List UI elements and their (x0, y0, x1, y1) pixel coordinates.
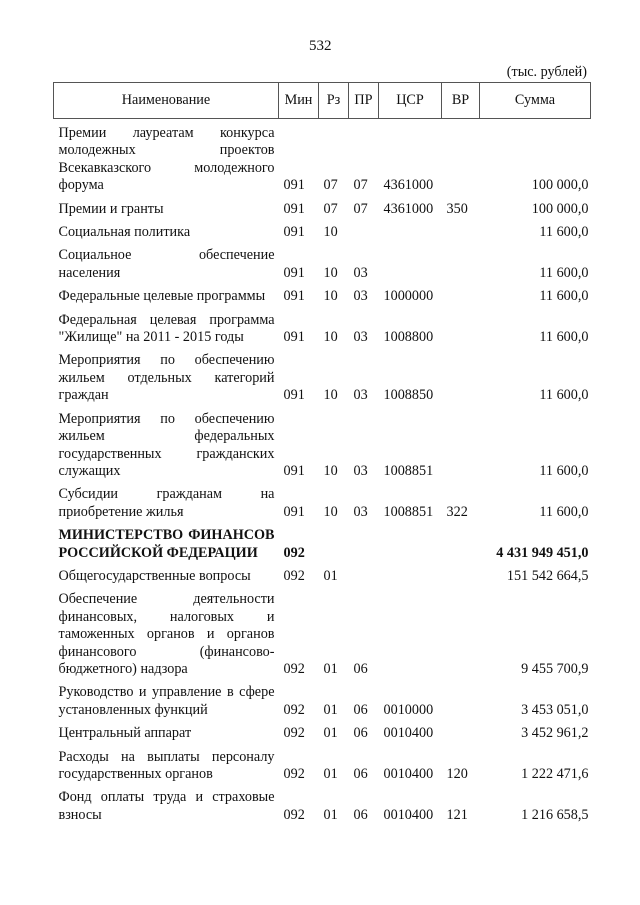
cell-vr (442, 348, 480, 406)
cell-csr: 1008851 (383, 503, 434, 520)
cell-pr: 03 (353, 329, 368, 346)
table-row (54, 564, 591, 587)
cell-csr (379, 220, 442, 243)
page-number: 532 (309, 38, 332, 54)
cell-pr: 06 (353, 725, 368, 742)
cell-vr (442, 721, 480, 744)
cell-name: Премии лауреатам конкурса молодежных проектов Всекавказского молодежного форума (58, 125, 275, 194)
cell-sum: 11 600,0 (539, 462, 589, 479)
cell-name: Социальная политика (58, 224, 191, 241)
cell-csr: 1000000 (383, 288, 434, 305)
cell-rz: 10 (323, 503, 338, 520)
table-header-row (54, 83, 591, 119)
cell-rz: 01 (323, 766, 338, 782)
cell-rz: 10 (323, 462, 338, 479)
cell-pr: 03 (353, 462, 368, 479)
cell-sum: 3 452 961,2 (521, 725, 589, 742)
cell-min: 091 (283, 177, 305, 194)
table-row (54, 482, 591, 523)
cell-min: 091 (283, 503, 305, 520)
cell-min: 092 (283, 544, 305, 561)
table-row (54, 587, 591, 680)
cell-vr (442, 680, 480, 721)
cell-csr: 0010400 (383, 725, 434, 742)
header-min: Мин (279, 83, 319, 119)
cell-min: 091 (283, 264, 305, 281)
cell-name: МИНИСТЕРСТВО ФИНАНСОВ РОССИЙСКОЙ ФЕДЕРАЦИИ (58, 527, 275, 561)
cell-name: Мероприятия по обеспечению жильем федеральных государственных гражданских служащих (58, 410, 275, 479)
cell-name: Социальное обеспечение населения (58, 247, 275, 281)
table-row (54, 680, 591, 721)
cell-csr: 4361000 (383, 200, 434, 217)
cell-min: 091 (283, 329, 305, 346)
cell-csr: 1008850 (383, 387, 434, 404)
cell-name: Федеральные целевые программы (58, 288, 266, 305)
cell-pr: 03 (353, 288, 368, 305)
cell-rz: 10 (323, 264, 338, 281)
cell-sum: 11 600,0 (539, 503, 589, 520)
cell-pr: 06 (353, 701, 368, 718)
table-row (54, 119, 591, 197)
table-row (54, 220, 591, 243)
cell-min: 091 (283, 288, 305, 305)
units-note: (тыс. рублей) (506, 64, 587, 80)
cell-rz: 10 (323, 224, 338, 241)
cell-sum: 3 453 051,0 (521, 701, 589, 718)
cell-vr (442, 564, 480, 587)
cell-pr (349, 220, 379, 243)
cell-min: 092 (283, 567, 305, 584)
cell-pr: 06 (353, 660, 368, 677)
cell-sum: 11 600,0 (539, 224, 589, 241)
cell-pr: 06 (353, 766, 368, 782)
table-row (54, 721, 591, 744)
cell-pr: 06 (353, 806, 368, 823)
table-row (54, 308, 591, 349)
cell-min: 092 (283, 701, 305, 718)
cell-rz: 07 (323, 200, 338, 217)
cell-min: 092 (283, 766, 305, 782)
table-row (54, 523, 591, 564)
cell-sum: 11 600,0 (539, 264, 589, 281)
cell-min: 092 (283, 725, 305, 742)
cell-name: Общегосударственные вопросы (58, 567, 251, 584)
cell-pr: 03 (353, 264, 368, 281)
cell-csr (379, 523, 442, 564)
cell-rz: 01 (323, 725, 338, 742)
cell-name: Субсидии гражданам на приобретение жилья (58, 486, 275, 520)
cell-name: Мероприятия по обеспечению жильем отдельных категорий граждан (58, 352, 275, 404)
cell-csr: 4361000 (383, 177, 434, 194)
cell-pr (349, 523, 379, 564)
cell-min: 091 (283, 224, 305, 241)
table-row (54, 407, 591, 483)
header-csr: ЦСР (379, 83, 442, 119)
cell-rz: 10 (323, 329, 338, 346)
header-rz: Рз (319, 83, 349, 119)
cell-rz (319, 523, 349, 564)
cell-sum: 100 000,0 (531, 200, 589, 217)
table-row (54, 243, 591, 284)
cell-min: 092 (283, 660, 305, 677)
cell-rz: 10 (323, 288, 338, 305)
cell-pr: 07 (353, 200, 368, 217)
cell-sum: 11 600,0 (539, 288, 589, 305)
cell-sum: 1 222 471,6 (521, 766, 589, 782)
table-row (54, 284, 591, 307)
cell-pr: 03 (353, 503, 368, 520)
cell-min: 091 (283, 387, 305, 404)
cell-sum: 1 216 658,5 (521, 806, 589, 823)
cell-vr (442, 119, 480, 197)
cell-csr: 1008851 (383, 462, 434, 479)
table-row (54, 745, 591, 786)
cell-vr (442, 220, 480, 243)
cell-min: 092 (283, 806, 305, 823)
cell-csr: 0010400 (383, 806, 434, 823)
cell-rz: 01 (323, 660, 338, 677)
cell-vr (442, 407, 480, 483)
header-vr: ВР (442, 83, 480, 119)
cell-csr (379, 564, 442, 587)
cell-name: Расходы на выплаты персоналу государственных органов (58, 748, 275, 782)
cell-sum: 9 455 700,9 (521, 660, 589, 677)
cell-rz: 01 (323, 701, 338, 718)
header-name: Наименование (54, 83, 279, 119)
cell-vr (442, 284, 480, 307)
table-row (54, 785, 591, 826)
cell-vr (442, 243, 480, 284)
cell-csr (379, 587, 442, 680)
cell-vr (442, 587, 480, 680)
cell-sum: 100 000,0 (531, 177, 589, 194)
header-pr: ПР (349, 83, 379, 119)
cell-pr (349, 564, 379, 587)
cell-rz: 07 (323, 177, 338, 194)
cell-name: Федеральная целевая программа "Жилище" на 2011 - 2015 годы (58, 311, 275, 346)
cell-pr: 07 (353, 177, 368, 194)
cell-sum: 11 600,0 (539, 387, 589, 404)
cell-min: 091 (283, 462, 305, 479)
cell-vr (442, 308, 480, 349)
cell-csr: 0010400 (383, 766, 434, 782)
cell-vr: 120 (446, 766, 468, 782)
cell-min: 091 (283, 200, 305, 217)
cell-vr: 121 (446, 806, 468, 823)
table-row (54, 348, 591, 406)
header-sum: Сумма (480, 83, 591, 119)
cell-rz: 01 (323, 806, 338, 823)
budget-table (53, 82, 591, 826)
cell-csr: 0010000 (383, 701, 434, 718)
cell-csr: 1008800 (383, 329, 434, 346)
cell-name: Обеспечение деятельности финансовых, налоговых и таможенных органов и органов финансового (финансово-бюджетного) надзора (58, 591, 275, 677)
cell-vr (442, 523, 480, 564)
table-row (54, 197, 591, 220)
cell-sum: 151 542 664,5 (506, 567, 589, 584)
cell-name: Фонд оплаты труда и страховые взносы (58, 789, 275, 823)
cell-rz: 10 (323, 387, 338, 404)
cell-vr: 322 (446, 503, 468, 520)
cell-rz: 01 (323, 567, 338, 584)
cell-sum: 11 600,0 (539, 329, 589, 346)
cell-name: Премии и гранты (58, 200, 164, 217)
cell-pr: 03 (353, 387, 368, 404)
cell-name: Руководство и управление в сфере установленных функций (58, 684, 275, 718)
cell-vr: 350 (446, 200, 468, 217)
cell-name: Центральный аппарат (58, 725, 192, 742)
cell-sum: 4 431 949 451,0 (496, 544, 589, 561)
cell-csr (379, 243, 442, 284)
